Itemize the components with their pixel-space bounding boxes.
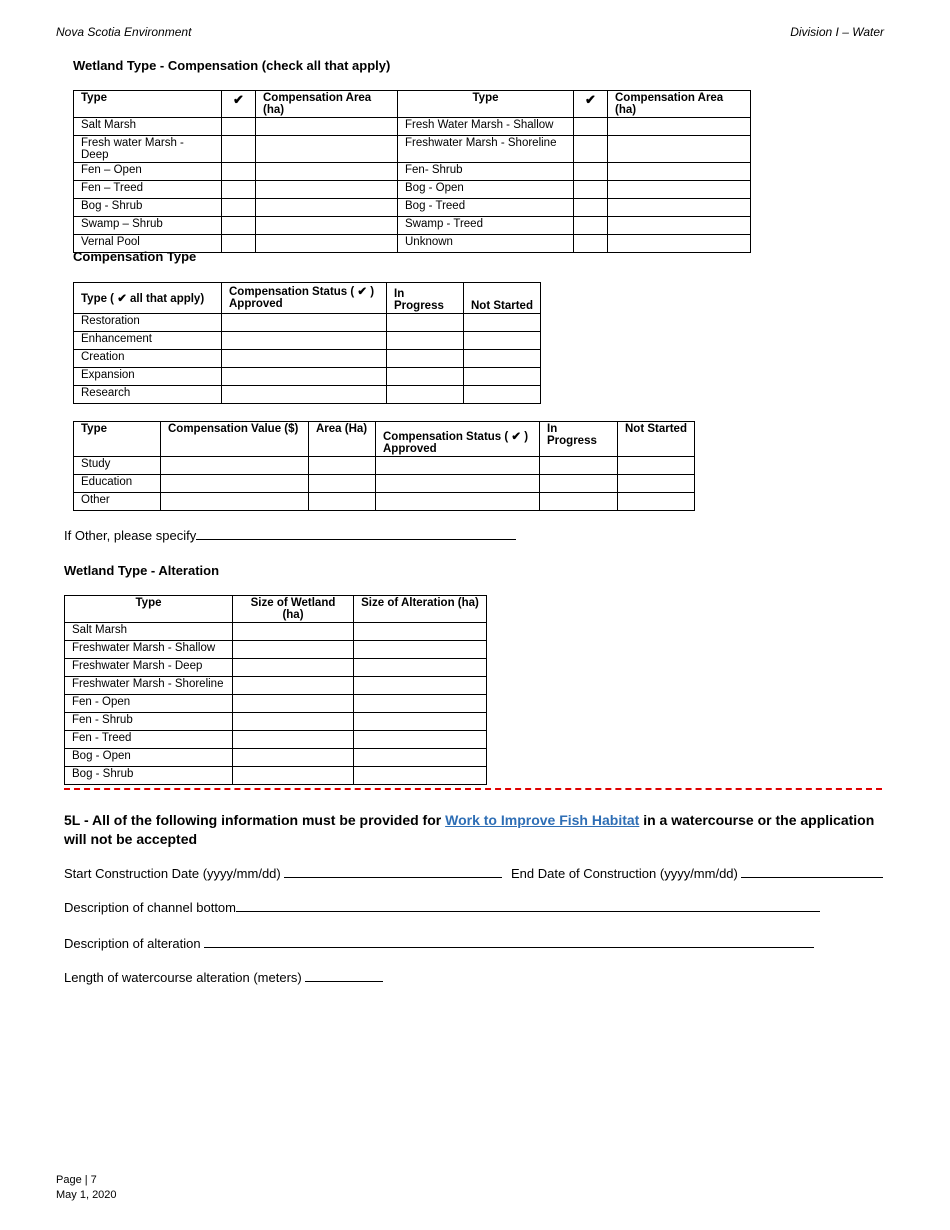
approved-cell[interactable]	[222, 350, 387, 368]
col-type: Type	[74, 91, 222, 118]
approved-cell[interactable]	[376, 457, 540, 475]
type-cell: Fresh water Marsh - Deep	[74, 136, 222, 163]
start-date-field[interactable]: Start Construction Date (yyyy/mm/dd)	[64, 866, 502, 881]
area-cell[interactable]	[256, 199, 398, 217]
col-type: Type ( ✔ all that apply)	[74, 283, 222, 314]
check-cell[interactable]	[574, 199, 608, 217]
type-cell: Salt Marsh	[65, 623, 233, 641]
col-type: Type	[74, 422, 161, 457]
approved-cell[interactable]	[376, 493, 540, 511]
type-cell: Swamp – Shrub	[74, 217, 222, 235]
not-started-cell[interactable]	[618, 493, 695, 511]
area-cell[interactable]	[256, 163, 398, 181]
wetland-size-cell[interactable]	[233, 623, 354, 641]
comp-type-heading: Compensation Type	[73, 249, 197, 264]
col-area: Area (Ha)	[309, 422, 376, 457]
area-cell[interactable]	[608, 163, 751, 181]
table-row	[65, 641, 487, 659]
area-cell[interactable]	[608, 235, 751, 253]
area-cell[interactable]	[256, 136, 398, 163]
type-cell: Vernal Pool	[74, 235, 222, 253]
header-right: Division I – Water	[790, 25, 884, 39]
area-cell[interactable]	[608, 118, 751, 136]
watercourse-length-field[interactable]: Length of watercourse alteration (meters)	[64, 970, 383, 985]
table-row	[74, 457, 695, 475]
area-cell[interactable]	[608, 217, 751, 235]
col-status: Compensation Status ( ✔ ) Approved	[376, 422, 540, 457]
type-cell: Fen - Open	[65, 695, 233, 713]
alteration-size-cell[interactable]	[354, 749, 487, 767]
table-row	[74, 314, 541, 332]
type-cell: Bog - Open	[65, 749, 233, 767]
table-row	[65, 659, 487, 677]
approved-cell[interactable]	[222, 368, 387, 386]
area-cell[interactable]	[309, 475, 376, 493]
table-row	[74, 181, 751, 199]
type-cell: Fen - Shrub	[65, 713, 233, 731]
check-icon: ✔	[222, 91, 256, 118]
in-progress-cell[interactable]	[387, 332, 464, 350]
table-row	[74, 136, 751, 163]
area-cell[interactable]	[309, 493, 376, 511]
table-row	[74, 493, 695, 511]
table-row	[74, 332, 541, 350]
type-cell: Bog - Open	[398, 181, 574, 199]
channel-bottom-field[interactable]: Description of channel bottom	[64, 900, 820, 915]
table-header-row	[65, 596, 487, 623]
col-status: Compensation Status ( ✔ ) Approved	[222, 283, 387, 314]
col-comp-area-2: Compensation Area (ha)	[608, 91, 751, 118]
table-row	[65, 677, 487, 695]
col-in-progress: In Progress	[540, 422, 618, 457]
not-started-cell[interactable]	[464, 368, 541, 386]
col-size-wetland: Size of Wetland (ha)	[233, 596, 354, 623]
in-progress-cell[interactable]	[387, 350, 464, 368]
approved-cell[interactable]	[222, 314, 387, 332]
area-cell[interactable]	[256, 181, 398, 199]
col-value: Compensation Value ($)	[161, 422, 309, 457]
check-cell[interactable]	[222, 136, 256, 163]
alteration-size-cell[interactable]	[354, 695, 487, 713]
in-progress-cell[interactable]	[387, 368, 464, 386]
approved-cell[interactable]	[222, 332, 387, 350]
not-started-cell[interactable]	[464, 332, 541, 350]
check-cell[interactable]	[222, 199, 256, 217]
table-row	[65, 749, 487, 767]
type-cell: Fen- Shrub	[398, 163, 574, 181]
check-cell[interactable]	[574, 118, 608, 136]
type-cell: Creation	[74, 350, 222, 368]
wetland-comp-heading: Wetland Type - Compensation (check all that apply)	[73, 58, 391, 73]
alteration-size-cell[interactable]	[354, 767, 487, 785]
in-progress-cell[interactable]	[387, 314, 464, 332]
value-cell[interactable]	[161, 493, 309, 511]
check-cell[interactable]	[574, 163, 608, 181]
table-row	[74, 118, 751, 136]
section-divider	[64, 788, 882, 790]
alteration-size-cell[interactable]	[354, 659, 487, 677]
alteration-description-field[interactable]: Description of alteration	[64, 936, 814, 951]
approved-cell[interactable]	[222, 386, 387, 404]
in-progress-cell[interactable]	[540, 457, 618, 475]
page-number: Page | 7	[56, 1174, 97, 1186]
check-cell[interactable]	[574, 136, 608, 163]
table-row	[74, 386, 541, 404]
alteration-size-cell[interactable]	[354, 713, 487, 731]
type-cell: Unknown	[398, 235, 574, 253]
table-row	[65, 623, 487, 641]
comp-value-table	[73, 421, 695, 511]
value-cell[interactable]	[161, 457, 309, 475]
alteration-heading: Wetland Type - Alteration	[64, 563, 220, 578]
wetland-size-cell[interactable]	[233, 641, 354, 659]
area-cell[interactable]	[256, 217, 398, 235]
area-cell[interactable]	[256, 118, 398, 136]
section-5l-heading: 5L - All of the following information must be provided for Work to Improve Fish Habitat in a watercourse or the application will not be accepted	[64, 812, 875, 847]
alteration-size-cell[interactable]	[354, 731, 487, 749]
type-cell: Fresh Water Marsh - Shallow	[398, 118, 574, 136]
not-started-cell[interactable]	[618, 475, 695, 493]
type-cell: Education	[74, 475, 161, 493]
check-cell[interactable]	[574, 235, 608, 253]
col-not-started: Not Started	[464, 283, 541, 314]
col-type-2: Type	[398, 91, 574, 118]
col-comp-area: Compensation Area (ha)	[256, 91, 398, 118]
table-row	[74, 350, 541, 368]
table-row	[74, 163, 751, 181]
area-cell[interactable]	[309, 457, 376, 475]
type-cell: Bog - Shrub	[74, 199, 222, 217]
not-started-cell[interactable]	[464, 386, 541, 404]
table-row	[74, 199, 751, 217]
type-cell: Expansion	[74, 368, 222, 386]
not-started-cell[interactable]	[464, 314, 541, 332]
wetland-comp-table	[73, 90, 751, 253]
type-cell: Study	[74, 457, 161, 475]
type-cell: Freshwater Marsh - Shallow	[65, 641, 233, 659]
col-size-alteration: Size of Alteration (ha)	[354, 596, 487, 623]
type-cell: Restoration	[74, 314, 222, 332]
wetland-size-cell[interactable]	[233, 767, 354, 785]
col-in-progress: In Progress	[387, 283, 464, 314]
type-cell: Freshwater Marsh - Deep	[65, 659, 233, 677]
table-row	[74, 217, 751, 235]
alteration-size-cell[interactable]	[354, 623, 487, 641]
check-cell[interactable]	[222, 235, 256, 253]
col-not-started: Not Started	[618, 422, 695, 457]
type-cell: Fen – Treed	[74, 181, 222, 199]
in-progress-cell[interactable]	[540, 475, 618, 493]
check-cell[interactable]	[222, 217, 256, 235]
wetland-size-cell[interactable]	[233, 731, 354, 749]
in-progress-cell[interactable]	[540, 493, 618, 511]
type-cell: Freshwater Marsh - Shoreline	[398, 136, 574, 163]
table-row	[74, 368, 541, 386]
type-cell: Fen - Treed	[65, 731, 233, 749]
type-cell: Freshwater Marsh - Shoreline	[65, 677, 233, 695]
area-cell[interactable]	[608, 181, 751, 199]
wetland-size-cell[interactable]	[233, 713, 354, 731]
alteration-table	[64, 595, 487, 785]
alteration-size-cell[interactable]	[354, 677, 487, 695]
fish-habitat-link[interactable]: Work to Improve Fish Habitat	[445, 812, 640, 828]
in-progress-cell[interactable]	[387, 386, 464, 404]
header-left: Nova Scotia Environment	[56, 25, 192, 39]
check-cell[interactable]	[574, 217, 608, 235]
table-row	[65, 695, 487, 713]
table-header-row	[74, 422, 695, 457]
not-started-cell[interactable]	[464, 350, 541, 368]
area-cell[interactable]	[608, 136, 751, 163]
footer-date: May 1, 2020	[56, 1189, 117, 1201]
approved-cell[interactable]	[376, 475, 540, 493]
type-cell: Fen – Open	[74, 163, 222, 181]
wetland-size-cell[interactable]	[233, 677, 354, 695]
check-cell[interactable]	[222, 163, 256, 181]
table-header-row	[74, 283, 541, 314]
check-cell[interactable]	[222, 118, 256, 136]
type-cell: Bog - Shrub	[65, 767, 233, 785]
value-cell[interactable]	[161, 475, 309, 493]
type-cell: Other	[74, 493, 161, 511]
table-header-row	[74, 91, 751, 118]
type-cell: Swamp - Treed	[398, 217, 574, 235]
wetland-size-cell[interactable]	[233, 659, 354, 677]
check-icon: ✔	[574, 91, 608, 118]
table-row	[65, 767, 487, 785]
table-row	[74, 475, 695, 493]
col-type: Type	[65, 596, 233, 623]
not-started-cell[interactable]	[618, 457, 695, 475]
comp-type-table	[73, 282, 541, 404]
table-row	[65, 713, 487, 731]
type-cell: Enhancement	[74, 332, 222, 350]
wetland-size-cell[interactable]	[233, 749, 354, 767]
area-cell[interactable]	[256, 235, 398, 253]
area-cell[interactable]	[608, 199, 751, 217]
type-cell: Bog - Treed	[398, 199, 574, 217]
type-cell: Salt Marsh	[74, 118, 222, 136]
table-row	[65, 731, 487, 749]
check-cell[interactable]	[574, 181, 608, 199]
alteration-size-cell[interactable]	[354, 641, 487, 659]
end-date-field[interactable]: End Date of Construction (yyyy/mm/dd)	[511, 866, 883, 881]
type-cell: Research	[74, 386, 222, 404]
check-cell[interactable]	[222, 181, 256, 199]
other-specify-field[interactable]: If Other, please specify	[64, 528, 516, 543]
wetland-size-cell[interactable]	[233, 695, 354, 713]
